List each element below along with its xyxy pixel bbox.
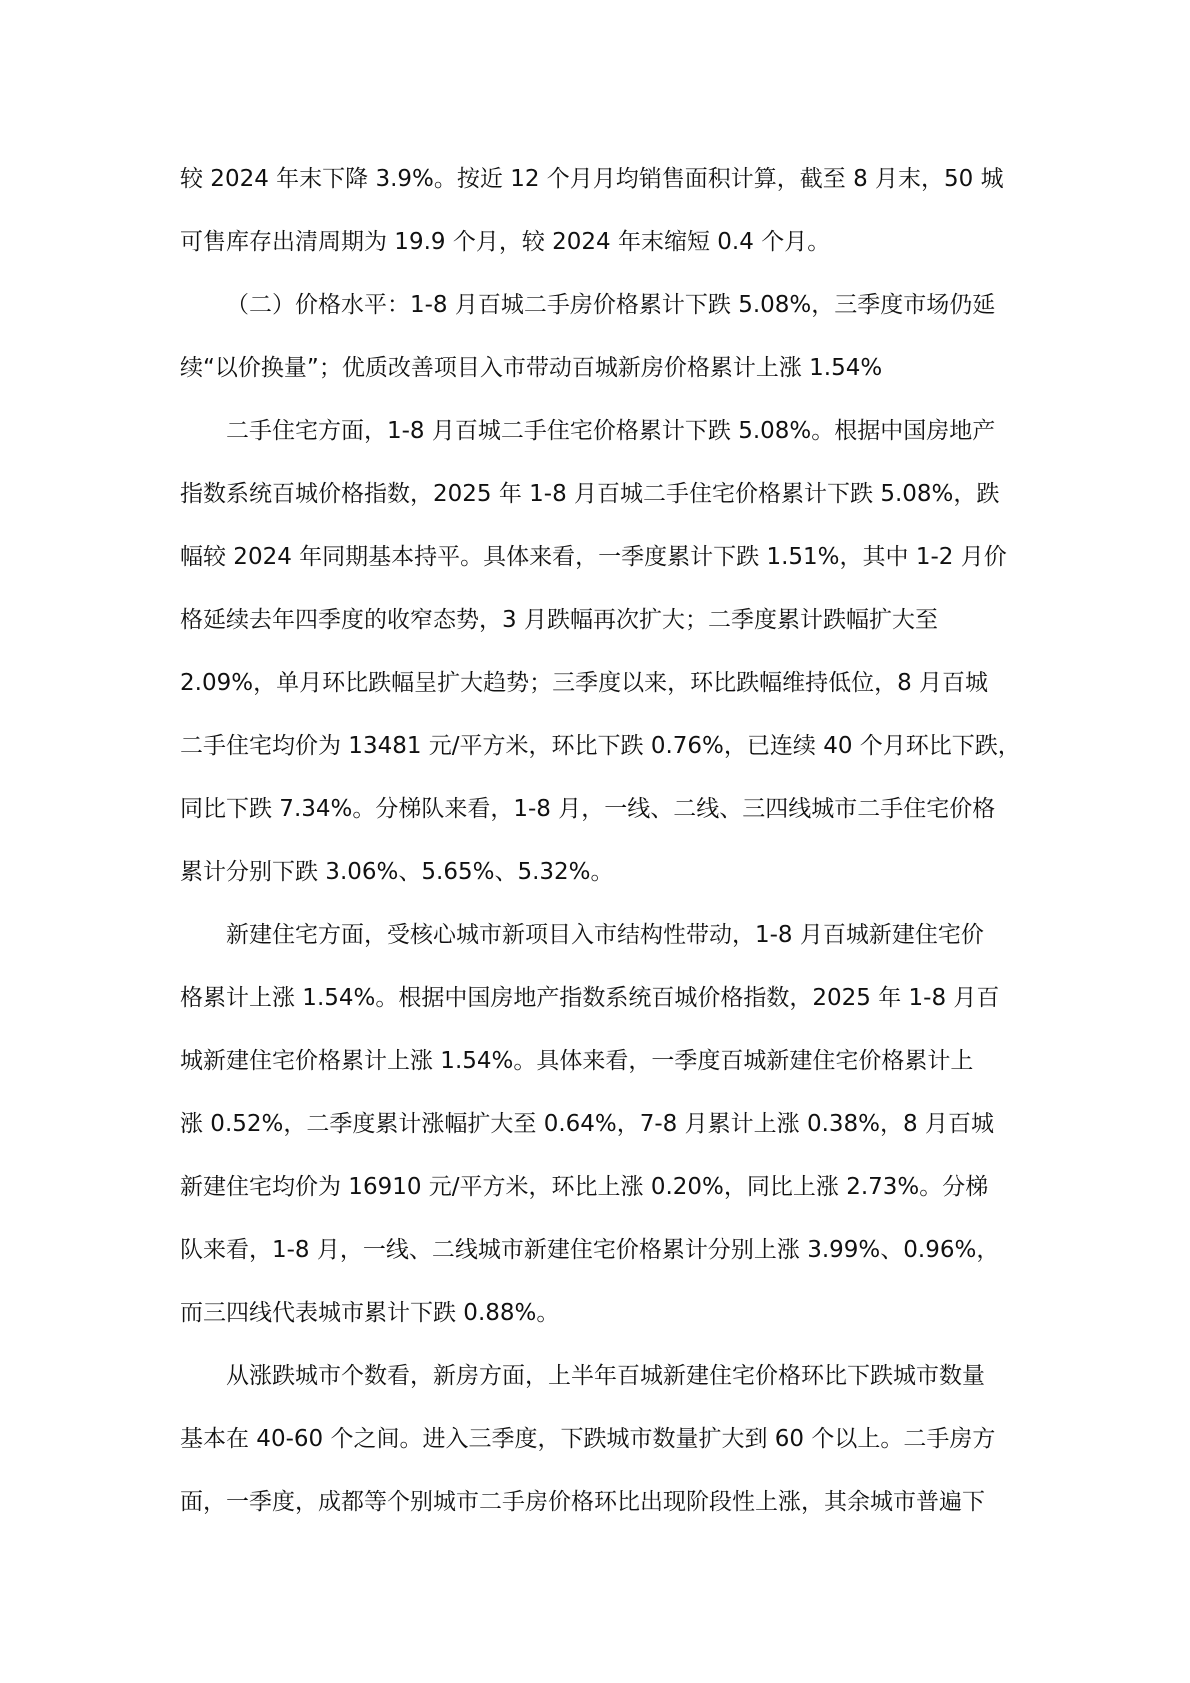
paragraph-line: 基本在 40-60 个之间。进入三季度，下跌城市数量扩大到 60 个以上。二手房方 [180, 1426, 996, 1452]
paragraph-line: 面，一季度，成都等个别城市二手房价格环比出现阶段性上涨，其余城市普遍下 [180, 1489, 985, 1515]
heading-line: （二）价格水平：1-8 月百城二手房价格累计下跌 5.08%，三季度市场仍延 [226, 292, 996, 318]
paragraph-line: 可售库存出清周期为 19.9 个月，较 2024 年末缩短 0.4 个月。 [180, 229, 831, 255]
paragraph-line: 格累计上涨 1.54%。根据中国房地产指数系统百城价格指数，2025 年 1-8 月百 [180, 985, 1000, 1011]
paragraph-line: 从涨跌城市个数看，新房方面，上半年百城新建住宅价格环比下跌城市数量 [226, 1363, 985, 1389]
paragraph-inventory [180, 148, 1023, 274]
paragraph-line: 2.09%，单月环比跌幅呈扩大趋势；三季度以来，环比跌幅维持低位，8 月百城 [180, 670, 989, 696]
paragraph-line: 二手住宅均价为 13481 元/平方米，环比下跌 0.76%，已连续 40 个月环比下跌， [180, 733, 1021, 759]
paragraph-rising-falling-cities [180, 1345, 1023, 1534]
paragraph-line: 而三四线代表城市累计下跌 0.88%。 [180, 1300, 560, 1326]
paragraph-line: 同比下跌 7.34%。分梯队来看，1-8 月，一线、二线、三四线城市二手住宅价格 [180, 796, 996, 822]
paragraph-line: 二手住宅方面，1-8 月百城二手住宅价格累计下跌 5.08%。根据中国房地产 [226, 418, 996, 444]
paragraph-line: 队来看，1-8 月，一线、二线城市新建住宅价格累计分别上涨 3.99%、0.96%， [180, 1237, 1000, 1263]
paragraph-line: 城新建住宅价格累计上涨 1.54%。具体来看，一季度百城新建住宅价格累计上 [180, 1048, 974, 1074]
paragraph-line: 累计分别下跌 3.06%、5.65%、5.32%。 [180, 859, 614, 885]
paragraph-line: 指数系统百城价格指数，2025 年 1-8 月百城二手住宅价格累计下跌 5.08%，跌 [180, 481, 1000, 507]
paragraph-line: 涨 0.52%，二季度累计涨幅扩大至 0.64%，7-8 月累计上涨 0.38%，8 月百城 [180, 1111, 994, 1137]
heading-line: 续“以价换量”；优质改善项目入市带动百城新房价格累计上涨 1.54% [180, 355, 883, 381]
paragraph-line: 新建住宅均价为 16910 元/平方米，环比上涨 0.20%，同比上涨 2.73%。分梯 [180, 1174, 989, 1200]
paragraph-line: 新建住宅方面，受核心城市新项目入市结构性带动，1-8 月百城新建住宅价 [226, 922, 984, 948]
document-body [180, 148, 1023, 1534]
paragraph-line: 格延续去年四季度的收窄态势，3 月跌幅再次扩大；二季度累计跌幅扩大至 [180, 607, 938, 633]
paragraph-new-housing [180, 904, 1023, 1345]
paragraph-second-hand-housing [180, 400, 1023, 904]
paragraph-line: 较 2024 年末下降 3.9%。按近 12 个月月均销售面积计算，截至 8 月末，50 城 [180, 166, 1004, 192]
paragraph-line: 幅较 2024 年同期基本持平。具体来看，一季度累计下跌 1.51%，其中 1-2 月价 [180, 544, 1007, 570]
section-heading-price-level [180, 274, 1023, 400]
